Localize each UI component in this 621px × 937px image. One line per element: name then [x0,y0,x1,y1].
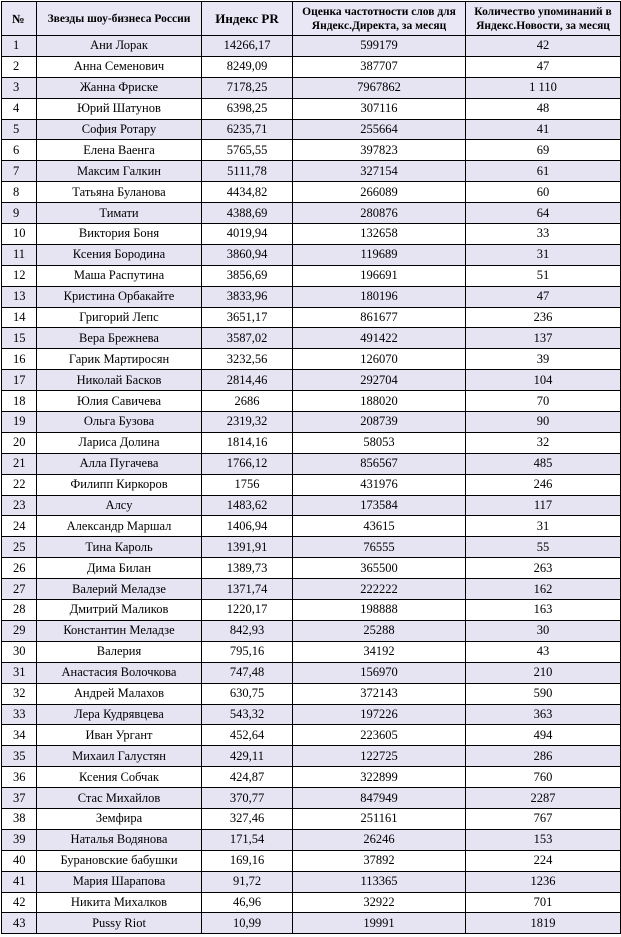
frequency-value: 126070 [293,349,466,370]
celebrity-name: Константин Меладзе [37,620,202,641]
celebrity-name: Ольга Бузова [37,412,202,433]
celebrity-name: Дмитрий Маликов [37,600,202,621]
header-pr-index: Индекс PR [202,2,293,36]
header-row [2,2,621,36]
table-row [2,600,621,621]
table-row [2,412,621,433]
pr-index-value: 5765,55 [202,140,293,161]
mentions-value: 236 [466,307,621,328]
table-row [2,788,621,809]
row-number: 42 [2,892,37,913]
pr-index-value: 1814,16 [202,432,293,453]
pr-index-value: 171,54 [202,829,293,850]
table-row [2,370,621,391]
celebrity-name: Гарик Мартиросян [37,349,202,370]
pr-index-value: 1389,73 [202,558,293,579]
frequency-value: 251161 [293,808,466,829]
frequency-value: 280876 [293,203,466,224]
table-row [2,495,621,516]
table-row [2,558,621,579]
celebrity-name: Андрей Малахов [37,683,202,704]
celebrity-name: Дима Билан [37,558,202,579]
frequency-value: 37892 [293,850,466,871]
frequency-value: 307116 [293,98,466,119]
table-row [2,140,621,161]
celebrity-name: Никита Михалков [37,892,202,913]
header-frequency: Оценка частотности слов для Яндекс.Директа, за месяц [293,2,466,36]
celebrity-name: Валерий Меладзе [37,579,202,600]
mentions-value: 43 [466,641,621,662]
frequency-value: 397823 [293,140,466,161]
table-row [2,850,621,871]
mentions-value: 32 [466,432,621,453]
row-number: 22 [2,474,37,495]
pr-index-value: 7178,25 [202,77,293,98]
frequency-value: 119689 [293,244,466,265]
table-row [2,453,621,474]
pr-index-value: 1371,74 [202,579,293,600]
celebrity-name: Григорий Лепс [37,307,202,328]
frequency-value: 856567 [293,453,466,474]
frequency-value: 292704 [293,370,466,391]
pr-index-value: 3860,94 [202,244,293,265]
pr-index-value: 327,46 [202,808,293,829]
row-number: 28 [2,600,37,621]
pr-index-value: 3856,69 [202,265,293,286]
row-number: 24 [2,516,37,537]
frequency-value: 365500 [293,558,466,579]
table-row [2,391,621,412]
row-number: 13 [2,286,37,307]
row-number: 7 [2,161,37,182]
celebrity-name: Алла Пугачева [37,453,202,474]
frequency-value: 76555 [293,537,466,558]
celebrity-name: Тина Кароль [37,537,202,558]
pr-index-value: 424,87 [202,767,293,788]
celebrity-name: Александр Маршал [37,516,202,537]
pr-index-value: 3651,17 [202,307,293,328]
frequency-value: 7967862 [293,77,466,98]
frequency-value: 19991 [293,913,466,934]
header-mentions: Количество упоминаний в Яндекс.Новости, за месяц [466,2,621,36]
celebrity-name: Анна Семенович [37,56,202,77]
celebrity-name: Земфира [37,808,202,829]
row-number: 12 [2,265,37,286]
pr-index-value: 747,48 [202,662,293,683]
mentions-value: 61 [466,161,621,182]
table-row [2,56,621,77]
table-row [2,77,621,98]
mentions-value: 590 [466,683,621,704]
frequency-value: 861677 [293,307,466,328]
table-row [2,537,621,558]
table-row [2,620,621,641]
table-row [2,474,621,495]
pr-index-value: 3232,56 [202,349,293,370]
mentions-value: 41 [466,119,621,140]
table-row [2,871,621,892]
table-row [2,892,621,913]
pr-index-value: 46,96 [202,892,293,913]
frequency-value: 198888 [293,600,466,621]
celebrity-name: Татьяна Буланова [37,182,202,203]
frequency-value: 26246 [293,829,466,850]
row-number: 20 [2,432,37,453]
celebrity-name: Валерия [37,641,202,662]
frequency-value: 387707 [293,56,466,77]
row-number: 25 [2,537,37,558]
row-number: 16 [2,349,37,370]
frequency-value: 43615 [293,516,466,537]
frequency-value: 32922 [293,892,466,913]
table-row [2,725,621,746]
header-name: Звезды шоу-бизнеса России [37,2,202,36]
celebrity-name: София Ротару [37,119,202,140]
row-number: 38 [2,808,37,829]
row-number: 37 [2,788,37,809]
row-number: 5 [2,119,37,140]
table-row [2,641,621,662]
mentions-value: 286 [466,746,621,767]
pr-index-value: 1406,94 [202,516,293,537]
row-number: 18 [2,391,37,412]
frequency-value: 266089 [293,182,466,203]
frequency-value: 599179 [293,36,466,57]
table-row [2,516,621,537]
celebrity-name: Анастасия Волочкова [37,662,202,683]
mentions-value: 104 [466,370,621,391]
row-number: 39 [2,829,37,850]
mentions-value: 153 [466,829,621,850]
mentions-value: 210 [466,662,621,683]
pr-index-value: 795,16 [202,641,293,662]
pr-index-value: 1220,17 [202,600,293,621]
celebrity-name: Виктория Боня [37,224,202,245]
frequency-value: 223605 [293,725,466,746]
row-number: 31 [2,662,37,683]
pr-index-value: 4434,82 [202,182,293,203]
mentions-value: 33 [466,224,621,245]
mentions-value: 224 [466,850,621,871]
celebrity-name: Жанна Фриске [37,77,202,98]
pr-index-value: 370,77 [202,788,293,809]
celebrity-name: Лера Кудрявцева [37,704,202,725]
celebrity-name: Ани Лорак [37,36,202,57]
pr-index-value: 5111,78 [202,161,293,182]
row-number: 35 [2,746,37,767]
row-number: 11 [2,244,37,265]
row-number: 43 [2,913,37,934]
row-number: 32 [2,683,37,704]
mentions-value: 246 [466,474,621,495]
mentions-value: 55 [466,537,621,558]
celebrity-name: Филипп Киркоров [37,474,202,495]
pr-index-value: 842,93 [202,620,293,641]
celebrity-name: Алсу [37,495,202,516]
table-row [2,704,621,725]
celebrity-name: Юрий Шатунов [37,98,202,119]
celebrity-name: Иван Ургант [37,725,202,746]
pr-index-value: 6398,25 [202,98,293,119]
celebrity-name: Ксения Собчак [37,767,202,788]
celebrity-name: Мария Шарапова [37,871,202,892]
pr-index-value: 630,75 [202,683,293,704]
frequency-value: 188020 [293,391,466,412]
mentions-value: 767 [466,808,621,829]
celebrity-name: Pussy Riot [37,913,202,934]
row-number: 36 [2,767,37,788]
table-row [2,913,621,934]
frequency-value: 196691 [293,265,466,286]
table-row [2,829,621,850]
celebrity-name: Ксения Бородина [37,244,202,265]
mentions-value: 1236 [466,871,621,892]
celebrity-name: Кристина Орбакайте [37,286,202,307]
celebrity-name: Стас Михайлов [37,788,202,809]
pr-index-value: 4388,69 [202,203,293,224]
celebrity-name: Михаил Галустян [37,746,202,767]
frequency-value: 222222 [293,579,466,600]
row-number: 40 [2,850,37,871]
mentions-value: 42 [466,36,621,57]
frequency-value: 180196 [293,286,466,307]
mentions-value: 69 [466,140,621,161]
mentions-value: 162 [466,579,621,600]
table-row [2,244,621,265]
row-number: 19 [2,412,37,433]
mentions-value: 701 [466,892,621,913]
table-row [2,203,621,224]
celebrity-name: Наталья Водянова [37,829,202,850]
mentions-value: 163 [466,600,621,621]
celebrity-name: Елена Ваенга [37,140,202,161]
pr-index-value: 3833,96 [202,286,293,307]
table-row [2,161,621,182]
row-number: 41 [2,871,37,892]
table-row [2,328,621,349]
celebrity-name: Тимати [37,203,202,224]
table-row [2,579,621,600]
frequency-value: 122725 [293,746,466,767]
pr-index-value: 1756 [202,474,293,495]
table-row [2,808,621,829]
row-number: 9 [2,203,37,224]
pr-index-value: 8249,09 [202,56,293,77]
frequency-value: 197226 [293,704,466,725]
frequency-value: 255664 [293,119,466,140]
mentions-value: 60 [466,182,621,203]
row-number: 33 [2,704,37,725]
header-num: № [2,2,37,36]
table-row [2,36,621,57]
pr-index-value: 4019,94 [202,224,293,245]
celebrity-name: Вера Брежнева [37,328,202,349]
pr-index-value: 429,11 [202,746,293,767]
frequency-value: 34192 [293,641,466,662]
frequency-value: 113365 [293,871,466,892]
row-number: 14 [2,307,37,328]
celebrity-name: Маша Распутина [37,265,202,286]
frequency-value: 25288 [293,620,466,641]
table-row [2,662,621,683]
table-row [2,286,621,307]
celebrity-name: Юлия Савичева [37,391,202,412]
row-number: 29 [2,620,37,641]
row-number: 3 [2,77,37,98]
table-row [2,224,621,245]
row-number: 8 [2,182,37,203]
row-number: 27 [2,579,37,600]
mentions-value: 494 [466,725,621,746]
mentions-value: 39 [466,349,621,370]
row-number: 34 [2,725,37,746]
pr-index-value: 6235,71 [202,119,293,140]
pr-index-value: 1483,62 [202,495,293,516]
pr-index-value: 2686 [202,391,293,412]
table-row [2,683,621,704]
pr-index-value: 14266,17 [202,36,293,57]
mentions-value: 30 [466,620,621,641]
row-number: 23 [2,495,37,516]
pr-index-value: 2319,32 [202,412,293,433]
mentions-value: 1819 [466,913,621,934]
frequency-value: 431976 [293,474,466,495]
pr-index-value: 2814,46 [202,370,293,391]
table-wrapper [1,1,621,934]
pr-index-value: 91,72 [202,871,293,892]
celebrity-name: Бурановские бабушки [37,850,202,871]
pr-index-value: 452,64 [202,725,293,746]
row-number: 10 [2,224,37,245]
row-number: 17 [2,370,37,391]
frequency-value: 322899 [293,767,466,788]
mentions-value: 117 [466,495,621,516]
celebrity-name: Николай Басков [37,370,202,391]
mentions-value: 51 [466,265,621,286]
mentions-value: 263 [466,558,621,579]
mentions-value: 70 [466,391,621,412]
mentions-value: 1 110 [466,77,621,98]
table-row [2,349,621,370]
frequency-value: 132658 [293,224,466,245]
row-number: 26 [2,558,37,579]
mentions-value: 485 [466,453,621,474]
row-number: 2 [2,56,37,77]
pr-index-value: 10,99 [202,913,293,934]
mentions-value: 64 [466,203,621,224]
frequency-value: 847949 [293,788,466,809]
frequency-value: 327154 [293,161,466,182]
row-number: 15 [2,328,37,349]
mentions-value: 48 [466,98,621,119]
mentions-value: 31 [466,244,621,265]
table-row [2,746,621,767]
pr-index-value: 543,32 [202,704,293,725]
pr-index-value: 1391,91 [202,537,293,558]
table-row [2,767,621,788]
row-number: 21 [2,453,37,474]
row-number: 30 [2,641,37,662]
frequency-value: 58053 [293,432,466,453]
mentions-value: 47 [466,56,621,77]
row-number: 6 [2,140,37,161]
table-row [2,119,621,140]
row-number: 4 [2,98,37,119]
mentions-value: 2287 [466,788,621,809]
pr-index-value: 1766,12 [202,453,293,474]
mentions-value: 760 [466,767,621,788]
mentions-value: 137 [466,328,621,349]
pr-index-table [1,1,621,934]
pr-index-value: 169,16 [202,850,293,871]
celebrity-name: Максим Галкин [37,161,202,182]
mentions-value: 363 [466,704,621,725]
frequency-value: 491422 [293,328,466,349]
frequency-value: 208739 [293,412,466,433]
table-row [2,432,621,453]
celebrity-name: Лариса Долина [37,432,202,453]
mentions-value: 90 [466,412,621,433]
table-row [2,182,621,203]
mentions-value: 31 [466,516,621,537]
pr-index-value: 3587,02 [202,328,293,349]
row-number: 1 [2,36,37,57]
table-body [2,36,621,934]
frequency-value: 173584 [293,495,466,516]
table-row [2,307,621,328]
table-row [2,98,621,119]
table-row [2,265,621,286]
frequency-value: 156970 [293,662,466,683]
mentions-value: 47 [466,286,621,307]
frequency-value: 372143 [293,683,466,704]
